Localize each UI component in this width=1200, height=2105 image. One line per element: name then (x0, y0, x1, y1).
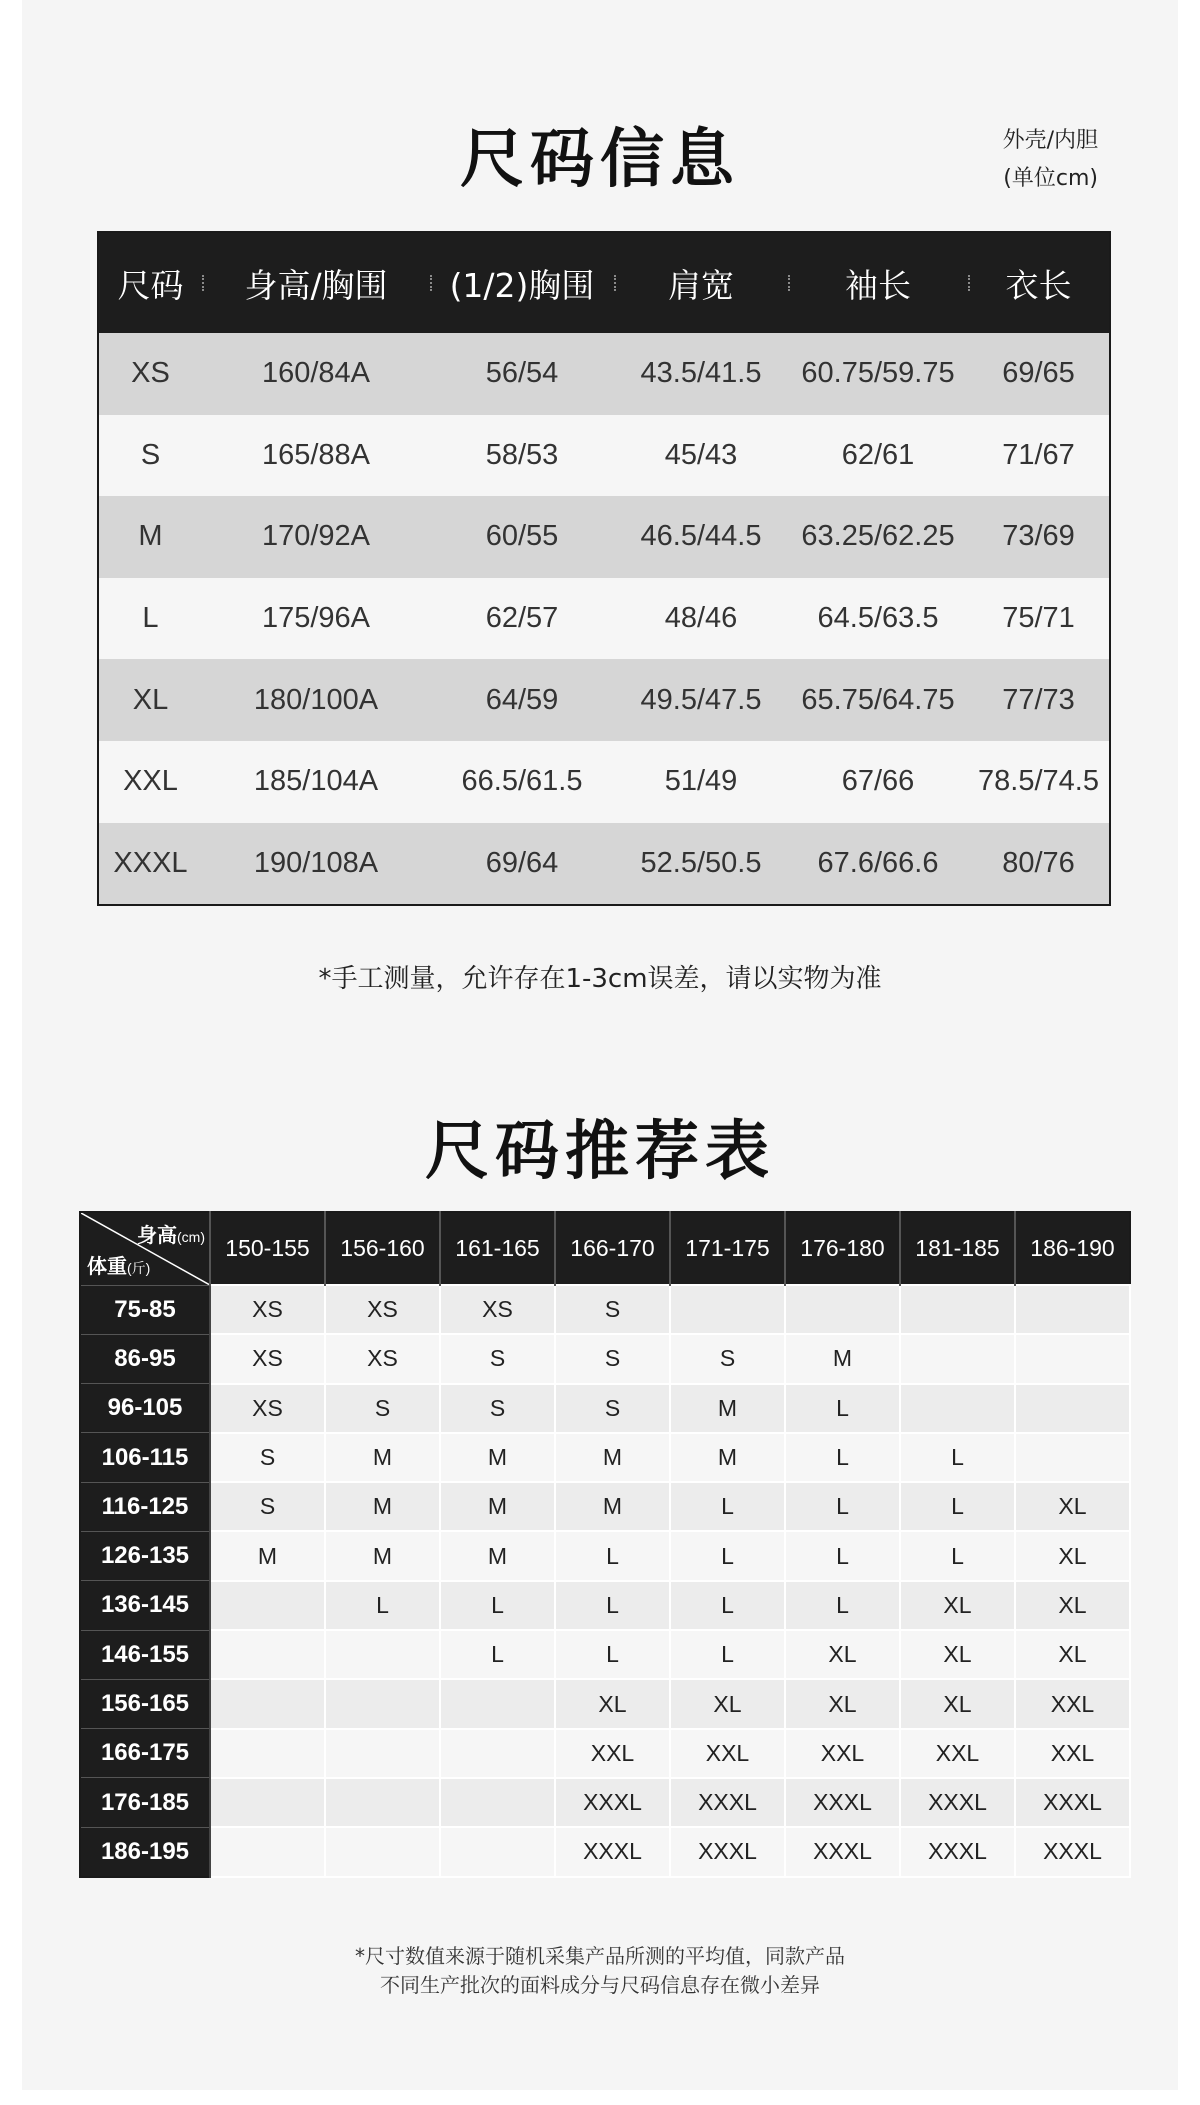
cell-height-chest: 175/96A (202, 578, 430, 660)
recommended-size-cell: XXXL (555, 1778, 670, 1827)
weight-range-cell: 186-195 (80, 1827, 210, 1876)
cell-size: XXXL (98, 823, 202, 906)
size-info-footnote: *手工测量，允许存在1-3cm误差，请以实物为准 (318, 964, 882, 994)
cell-half-chest: 64/59 (430, 659, 614, 741)
table-row (80, 1827, 1130, 1876)
recommended-size-cell: XL (670, 1679, 785, 1728)
recommended-size-cell: XXL (1015, 1679, 1130, 1728)
cell-shoulder: 48/46 (614, 578, 788, 660)
table-row (98, 659, 1110, 741)
cell-sleeve: 65.75/64.75 (788, 659, 968, 741)
recommended-size-cell: XXL (785, 1729, 900, 1778)
recommended-size-cell: XS (325, 1334, 440, 1383)
recommended-size-cell: L (900, 1531, 1015, 1580)
cell-half-chest: 58/53 (430, 415, 614, 497)
recommended-size-cell: S (555, 1334, 670, 1383)
recommended-size-cell (900, 1334, 1015, 1383)
cell-size: L (98, 578, 202, 660)
weight-range-cell: 166-175 (80, 1729, 210, 1778)
recommended-size-cell: L (785, 1433, 900, 1482)
recommended-size-cell (440, 1827, 555, 1876)
recommended-size-cell: M (670, 1433, 785, 1482)
cell-sleeve: 63.25/62.25 (788, 496, 968, 578)
weight-range-cell: 146-155 (80, 1630, 210, 1679)
recommended-size-cell: M (440, 1482, 555, 1531)
cell-half-chest: 62/57 (430, 578, 614, 660)
recommended-size-cell: XXXL (900, 1778, 1015, 1827)
recommended-size-cell: XL (900, 1630, 1015, 1679)
table-row (80, 1729, 1130, 1778)
recommended-size-cell (1015, 1285, 1130, 1334)
weight-range-cell: 106-115 (80, 1433, 210, 1482)
table-row (80, 1482, 1130, 1531)
cell-shoulder: 43.5/41.5 (614, 333, 788, 415)
recommended-size-cell (325, 1729, 440, 1778)
footnote-line2: 不同生产批次的面料成分与尺码信息存在微小差异 (380, 1973, 820, 1997)
height-range-header: 156-160 (325, 1212, 440, 1285)
recommended-size-cell: M (440, 1531, 555, 1580)
table-row (80, 1679, 1130, 1728)
recommended-size-cell: XXXL (670, 1778, 785, 1827)
cell-length: 69/65 (968, 333, 1110, 415)
height-range-header: 150-155 (210, 1212, 325, 1285)
unit-note (1003, 122, 1098, 198)
recommended-size-cell: XL (1015, 1482, 1130, 1531)
table-row (80, 1334, 1130, 1383)
recommendation-header-row (80, 1212, 1130, 1285)
recommended-size-cell (325, 1778, 440, 1827)
recommended-size-cell: XXL (555, 1729, 670, 1778)
recommended-size-cell: M (440, 1433, 555, 1482)
cell-half-chest: 60/55 (430, 496, 614, 578)
weight-range-cell: 96-105 (80, 1384, 210, 1433)
cell-sleeve: 67/66 (788, 741, 968, 823)
recommended-size-cell: L (785, 1531, 900, 1580)
recommended-size-cell: XXXL (785, 1778, 900, 1827)
cell-size: XL (98, 659, 202, 741)
recommended-size-cell: S (325, 1384, 440, 1433)
recommended-size-cell (325, 1630, 440, 1679)
corner-weight-label: 体重(斤) (87, 1255, 151, 1278)
corner-header-cell (80, 1212, 210, 1285)
table-row (98, 741, 1110, 823)
height-range-header: 181-185 (900, 1212, 1015, 1285)
header-sleeve: 袖长 (788, 232, 968, 333)
recommended-size-cell: L (900, 1482, 1015, 1531)
cell-shoulder: 45/43 (614, 415, 788, 497)
recommended-size-cell: XXXL (1015, 1827, 1130, 1876)
recommended-size-cell: L (440, 1581, 555, 1630)
cell-size: S (98, 415, 202, 497)
cell-sleeve: 60.75/59.75 (788, 333, 968, 415)
recommended-size-cell: XL (1015, 1581, 1130, 1630)
recommended-size-cell: L (555, 1630, 670, 1679)
table-row (98, 496, 1110, 578)
recommended-size-cell (440, 1729, 555, 1778)
header-height-chest: 身高/胸围 (202, 232, 430, 333)
recommended-size-cell: M (325, 1531, 440, 1580)
recommended-size-cell: S (440, 1384, 555, 1433)
recommended-size-cell: M (325, 1433, 440, 1482)
recommended-size-cell: XL (1015, 1630, 1130, 1679)
cell-height-chest: 160/84A (202, 333, 430, 415)
cell-length: 75/71 (968, 578, 1110, 660)
weight-range-cell: 75-85 (80, 1285, 210, 1334)
recommended-size-cell: S (670, 1334, 785, 1383)
weight-range-cell: 86-95 (80, 1334, 210, 1383)
footnote-line1: *尺寸数值来源于随机采集产品所测的平均值，同款产品 (355, 1944, 845, 1968)
recommended-size-cell (1015, 1433, 1130, 1482)
recommended-size-cell: M (555, 1433, 670, 1482)
recommended-size-cell: XL (785, 1630, 900, 1679)
cell-height-chest: 165/88A (202, 415, 430, 497)
recommended-size-cell: XL (900, 1679, 1015, 1728)
table-row (80, 1531, 1130, 1580)
cell-length: 78.5/74.5 (968, 741, 1110, 823)
header-size: 尺码 (98, 232, 202, 333)
recommended-size-cell: S (440, 1334, 555, 1383)
recommended-size-cell: XXXL (785, 1827, 900, 1876)
cell-size: M (98, 496, 202, 578)
recommended-size-cell: L (785, 1581, 900, 1630)
cell-height-chest: 170/92A (202, 496, 430, 578)
recommended-size-cell: XL (1015, 1531, 1130, 1580)
recommended-size-cell: XXXL (670, 1827, 785, 1876)
recommended-size-cell: XXXL (1015, 1778, 1130, 1827)
table-row (80, 1630, 1130, 1679)
cell-shoulder: 46.5/44.5 (614, 496, 788, 578)
recommended-size-cell (785, 1285, 900, 1334)
recommended-size-cell: L (555, 1581, 670, 1630)
weight-range-cell: 156-165 (80, 1679, 210, 1728)
recommended-size-cell: M (555, 1482, 670, 1531)
cell-sleeve: 67.6/66.6 (788, 823, 968, 906)
weight-range-cell: 126-135 (80, 1531, 210, 1580)
cell-sleeve: 64.5/63.5 (788, 578, 968, 660)
recommended-size-cell: XS (325, 1285, 440, 1334)
recommended-size-cell (210, 1581, 325, 1630)
table-row (80, 1285, 1130, 1334)
cell-length: 71/67 (968, 415, 1110, 497)
recommended-size-cell: XL (900, 1581, 1015, 1630)
recommended-size-cell (210, 1827, 325, 1876)
cell-half-chest: 69/64 (430, 823, 614, 906)
size-info-title: 尺码信息 (460, 123, 740, 197)
page-canvas (22, 0, 1178, 2090)
recommended-size-cell: L (900, 1433, 1015, 1482)
unit-note-line1: 外壳/内胆 (1002, 128, 1098, 153)
recommended-size-cell (440, 1679, 555, 1728)
recommended-size-cell: L (555, 1531, 670, 1580)
recommended-size-cell: XXL (900, 1729, 1015, 1778)
cell-sleeve: 62/61 (788, 415, 968, 497)
recommended-size-cell (900, 1384, 1015, 1433)
size-info-header-row (98, 232, 1110, 333)
recommended-size-cell: M (670, 1384, 785, 1433)
recommended-size-cell (210, 1778, 325, 1827)
recommendation-footnote (22, 1942, 1178, 2000)
height-range-header: 171-175 (670, 1212, 785, 1285)
recommended-size-cell: XL (785, 1679, 900, 1728)
cell-shoulder: 49.5/47.5 (614, 659, 788, 741)
recommended-size-cell (440, 1778, 555, 1827)
weight-range-cell: 116-125 (80, 1482, 210, 1531)
recommended-size-cell: S (555, 1285, 670, 1334)
height-range-header: 186-190 (1015, 1212, 1130, 1285)
header-half-chest: (1/2)胸围 (430, 232, 614, 333)
height-range-header: 161-165 (440, 1212, 555, 1285)
table-row (80, 1581, 1130, 1630)
cell-height-chest: 190/108A (202, 823, 430, 906)
cell-height-chest: 185/104A (202, 741, 430, 823)
cell-shoulder: 51/49 (614, 741, 788, 823)
table-row (80, 1433, 1130, 1482)
cell-shoulder: 52.5/50.5 (614, 823, 788, 906)
cell-half-chest: 56/54 (430, 333, 614, 415)
height-range-header: 166-170 (555, 1212, 670, 1285)
cell-height-chest: 180/100A (202, 659, 430, 741)
corner-height-label: 身高(cm) (137, 1225, 205, 1247)
recommended-size-cell: XS (210, 1384, 325, 1433)
cell-length: 73/69 (968, 496, 1110, 578)
recommended-size-cell: XS (440, 1285, 555, 1334)
size-info-table (97, 231, 1111, 906)
header-length: 衣长 (968, 232, 1110, 333)
recommended-size-cell: XXXL (555, 1827, 670, 1876)
recommended-size-cell: XXL (670, 1729, 785, 1778)
recommended-size-cell: XL (555, 1679, 670, 1728)
recommended-size-cell (1015, 1334, 1130, 1383)
recommended-size-cell (1015, 1384, 1130, 1433)
recommended-size-cell: XS (210, 1285, 325, 1334)
recommended-size-cell: L (670, 1482, 785, 1531)
recommended-size-cell: L (670, 1630, 785, 1679)
height-range-header: 176-180 (785, 1212, 900, 1285)
recommended-size-cell: S (210, 1482, 325, 1531)
recommended-size-cell (325, 1679, 440, 1728)
recommended-size-cell (325, 1827, 440, 1876)
recommended-size-cell: XXL (1015, 1729, 1130, 1778)
cell-size: XXL (98, 741, 202, 823)
table-row (98, 823, 1110, 906)
recommended-size-cell: S (555, 1384, 670, 1433)
weight-range-cell: 176-185 (80, 1778, 210, 1827)
recommended-size-cell: M (785, 1334, 900, 1383)
cell-size: XS (98, 333, 202, 415)
weight-range-cell: 136-145 (80, 1581, 210, 1630)
recommended-size-cell: L (440, 1630, 555, 1679)
recommended-size-cell: XXXL (900, 1827, 1015, 1876)
recommended-size-cell: M (210, 1531, 325, 1580)
recommendation-title: 尺码推荐表 (425, 1115, 775, 1189)
recommended-size-cell: XS (210, 1334, 325, 1383)
header-shoulder: 肩宽 (614, 232, 788, 333)
recommended-size-cell: L (785, 1482, 900, 1531)
table-row (80, 1384, 1130, 1433)
cell-length: 80/76 (968, 823, 1110, 906)
table-row (98, 578, 1110, 660)
recommended-size-cell (670, 1285, 785, 1334)
unit-note-line2: (单位cm) (1003, 166, 1098, 191)
recommended-size-cell (210, 1729, 325, 1778)
table-row (80, 1778, 1130, 1827)
recommended-size-cell: L (325, 1581, 440, 1630)
recommended-size-cell (210, 1630, 325, 1679)
recommended-size-cell (900, 1285, 1015, 1334)
recommended-size-cell: L (785, 1384, 900, 1433)
cell-half-chest: 66.5/61.5 (430, 741, 614, 823)
table-row (98, 415, 1110, 497)
recommended-size-cell: S (210, 1433, 325, 1482)
table-row (98, 333, 1110, 415)
size-recommendation-table (79, 1211, 1131, 1878)
recommended-size-cell: L (670, 1531, 785, 1580)
recommended-size-cell: L (670, 1581, 785, 1630)
recommended-size-cell (210, 1679, 325, 1728)
recommended-size-cell: M (325, 1482, 440, 1531)
cell-length: 77/73 (968, 659, 1110, 741)
